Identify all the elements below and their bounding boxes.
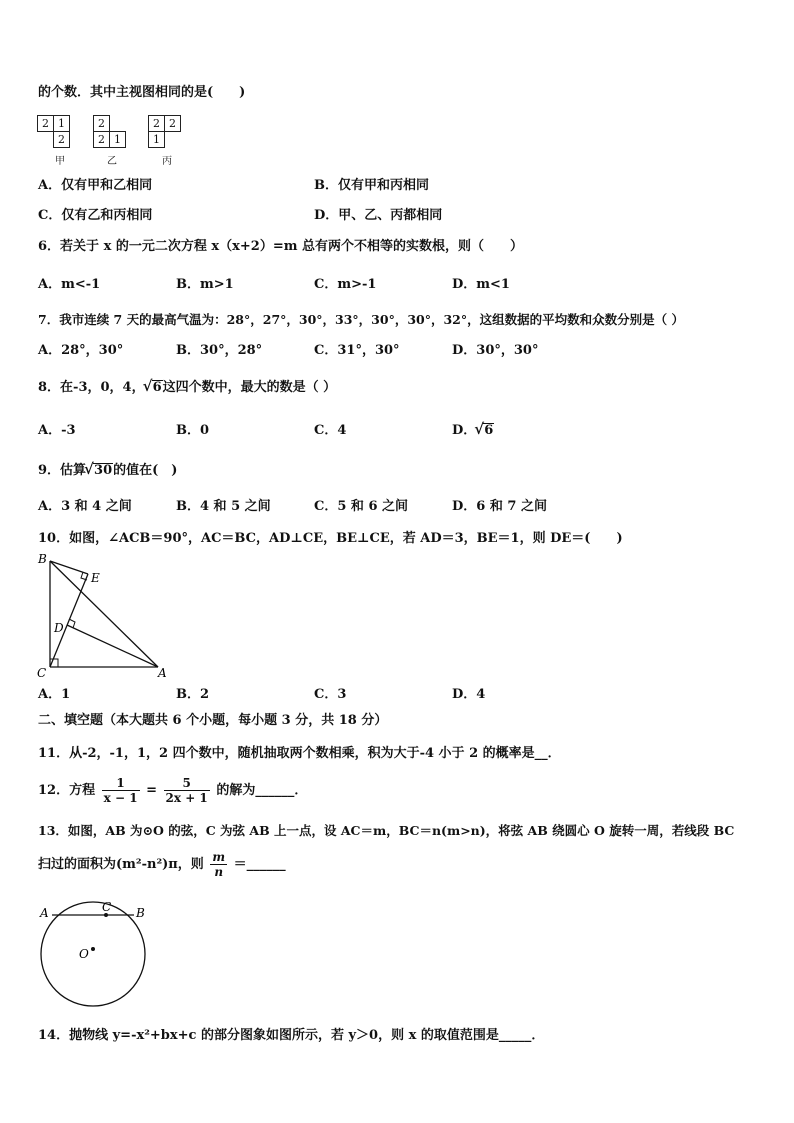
point-label-a: A xyxy=(40,906,49,920)
point-label-b: B xyxy=(38,552,47,566)
grid-label-yi: 乙 xyxy=(107,156,117,167)
fraction-numerator: 1 xyxy=(102,776,140,791)
q6-stem: 6．若关于 x 的一元二次方程 x（x+2）=m 总有两个不相等的实数根，则（ ） xyxy=(38,239,523,254)
sqrt-symbol xyxy=(483,423,494,438)
point-label-a: A xyxy=(158,666,167,680)
radicand: 30 xyxy=(94,463,113,478)
q7-option-d[interactable]: D．30°，30° xyxy=(452,343,539,358)
q8-option-a[interactable]: A．-3 xyxy=(38,423,76,438)
q10-option-d[interactable]: D．4 xyxy=(452,687,486,702)
point-label-c: C xyxy=(37,666,47,680)
fraction-1 xyxy=(102,776,140,805)
q12-post: 的解为______． xyxy=(216,783,308,798)
q9-stem xyxy=(38,462,177,480)
q9-option-a[interactable]: A．3 和 4 之间 xyxy=(38,499,132,514)
grid-cell: 2 xyxy=(53,131,70,148)
q9-option-b[interactable]: B．4 和 5 之间 xyxy=(176,499,271,514)
grid-jia xyxy=(37,115,77,165)
fraction-numerator: 5 xyxy=(164,776,210,791)
q13-line1: 13．如图，AB 为⊙O 的弦，C 为弦 AB 上一点，设 AC＝m，BC＝n(m>n)，将弦 AB 绕圆心 O 旋转一周，若线段 BC xyxy=(38,823,735,838)
sqrt-symbol xyxy=(93,463,113,478)
q5-stem-tail: 的个数．其中主视图相同的是( ) xyxy=(38,85,246,100)
q7-option-a[interactable]: A．28°，30° xyxy=(38,343,124,358)
grid-cell: 2 xyxy=(37,115,54,132)
q5-option-c[interactable]: C．仅有乙和丙相同 xyxy=(38,208,153,223)
q10-option-a[interactable]: A．1 xyxy=(38,687,71,702)
grid-cell: 2 xyxy=(93,131,110,148)
grid-label-bing: 丙 xyxy=(162,156,172,167)
q8-stem-pre: 8．在-3，0，4， xyxy=(38,380,145,395)
radicand: 6 xyxy=(484,423,494,438)
q8-option-d[interactable] xyxy=(452,422,494,440)
q12-stem xyxy=(38,774,307,808)
fraction-denominator: 2x + 1 xyxy=(165,791,208,805)
q6-option-d[interactable]: D．m<1 xyxy=(452,277,510,292)
point-label-b: B xyxy=(136,906,145,920)
q6-option-c[interactable]: C．m>-1 xyxy=(314,277,377,292)
q7-option-c[interactable]: C．31°，30° xyxy=(314,343,400,358)
q11-stem: 11．从-2，-1，1，2 四个数中，随机抽取两个数相乘，积为大于-4 小于 2 的概率是__． xyxy=(38,746,561,761)
q9-stem-pre: 9．估算 xyxy=(38,463,87,478)
grid-cell: 1 xyxy=(109,131,126,148)
q12-pre: 12．方程 xyxy=(38,783,96,798)
q9-option-d[interactable]: D．6 和 7 之间 xyxy=(452,499,547,514)
q10-option-c[interactable]: C．3 xyxy=(314,687,347,702)
fraction-denominator: n xyxy=(214,865,224,879)
q13-line2-post: ＝______ xyxy=(233,857,286,872)
q5-option-d[interactable]: D．甲、乙、丙都相同 xyxy=(314,208,443,223)
grid-label-jia: 甲 xyxy=(55,156,65,167)
q8-option-d-label: D． xyxy=(452,423,477,438)
point-label-o: O xyxy=(79,947,89,961)
point-label-e: E xyxy=(91,571,100,585)
q13-line2 xyxy=(38,848,286,882)
q7-stem: 7．我市连续 7 天的最高气温为：28°，27°，30°，33°，30°，30°，32°，这组数据的平均数和众数分别是（ ） xyxy=(38,312,684,327)
q10-stem: 10．如图，∠ACB＝90°，AC＝BC，AD⊥CE，BE⊥CE，若 AD＝3，BE＝1，则 DE＝( ) xyxy=(38,531,623,546)
section-heading: 二、填空题（本大题共 6 个小题，每小题 3 分，共 18 分） xyxy=(38,713,388,728)
q8-stem xyxy=(38,379,336,397)
q14-stem: 14．抛物线 y=-x²+bx+c 的部分图象如图所示，若 y＞0，则 x 的取值范围是_____． xyxy=(38,1028,545,1043)
equals-sign: = xyxy=(146,783,157,798)
q8-option-c[interactable]: C．4 xyxy=(314,423,347,438)
q5-option-b[interactable]: B．仅有甲和丙相同 xyxy=(314,178,429,193)
sqrt-symbol xyxy=(152,380,163,395)
grid-yi xyxy=(93,115,133,165)
point-label-d: D xyxy=(54,621,64,635)
fraction-2 xyxy=(164,776,210,805)
grid-bing xyxy=(148,115,188,165)
q6-option-b[interactable]: B．m>1 xyxy=(176,277,234,292)
fraction-denominator: x − 1 xyxy=(103,791,138,805)
grid-cell: 1 xyxy=(53,115,70,132)
q10-triangle-figure xyxy=(34,552,174,680)
q13-line2-pre: 扫过的面积为(m²-n²)π，则 xyxy=(38,857,204,872)
q8-option-b[interactable]: B．0 xyxy=(176,423,210,438)
grid-cell: 2 xyxy=(148,115,165,132)
q13-circle-figure xyxy=(36,898,156,1008)
q10-option-b[interactable]: B．2 xyxy=(176,687,210,702)
q6-option-a[interactable]: A．m<-1 xyxy=(38,277,101,292)
q9-stem-post: 的值在( ) xyxy=(113,463,178,478)
grid-cell: 1 xyxy=(148,131,165,148)
grid-cell: 2 xyxy=(164,115,181,132)
q8-stem-post: 这四个数中，最大的数是（ ） xyxy=(162,380,337,395)
q7-option-b[interactable]: B．30°，28° xyxy=(176,343,263,358)
q5-option-a[interactable]: A．仅有甲和乙相同 xyxy=(38,178,153,193)
fraction-numerator: m xyxy=(212,850,226,864)
q9-option-c[interactable]: C．5 和 6 之间 xyxy=(314,499,409,514)
point-label-c: C xyxy=(102,900,112,914)
fraction-m-n xyxy=(210,850,227,879)
grid-cell: 2 xyxy=(93,115,110,132)
radicand: 6 xyxy=(152,380,162,395)
